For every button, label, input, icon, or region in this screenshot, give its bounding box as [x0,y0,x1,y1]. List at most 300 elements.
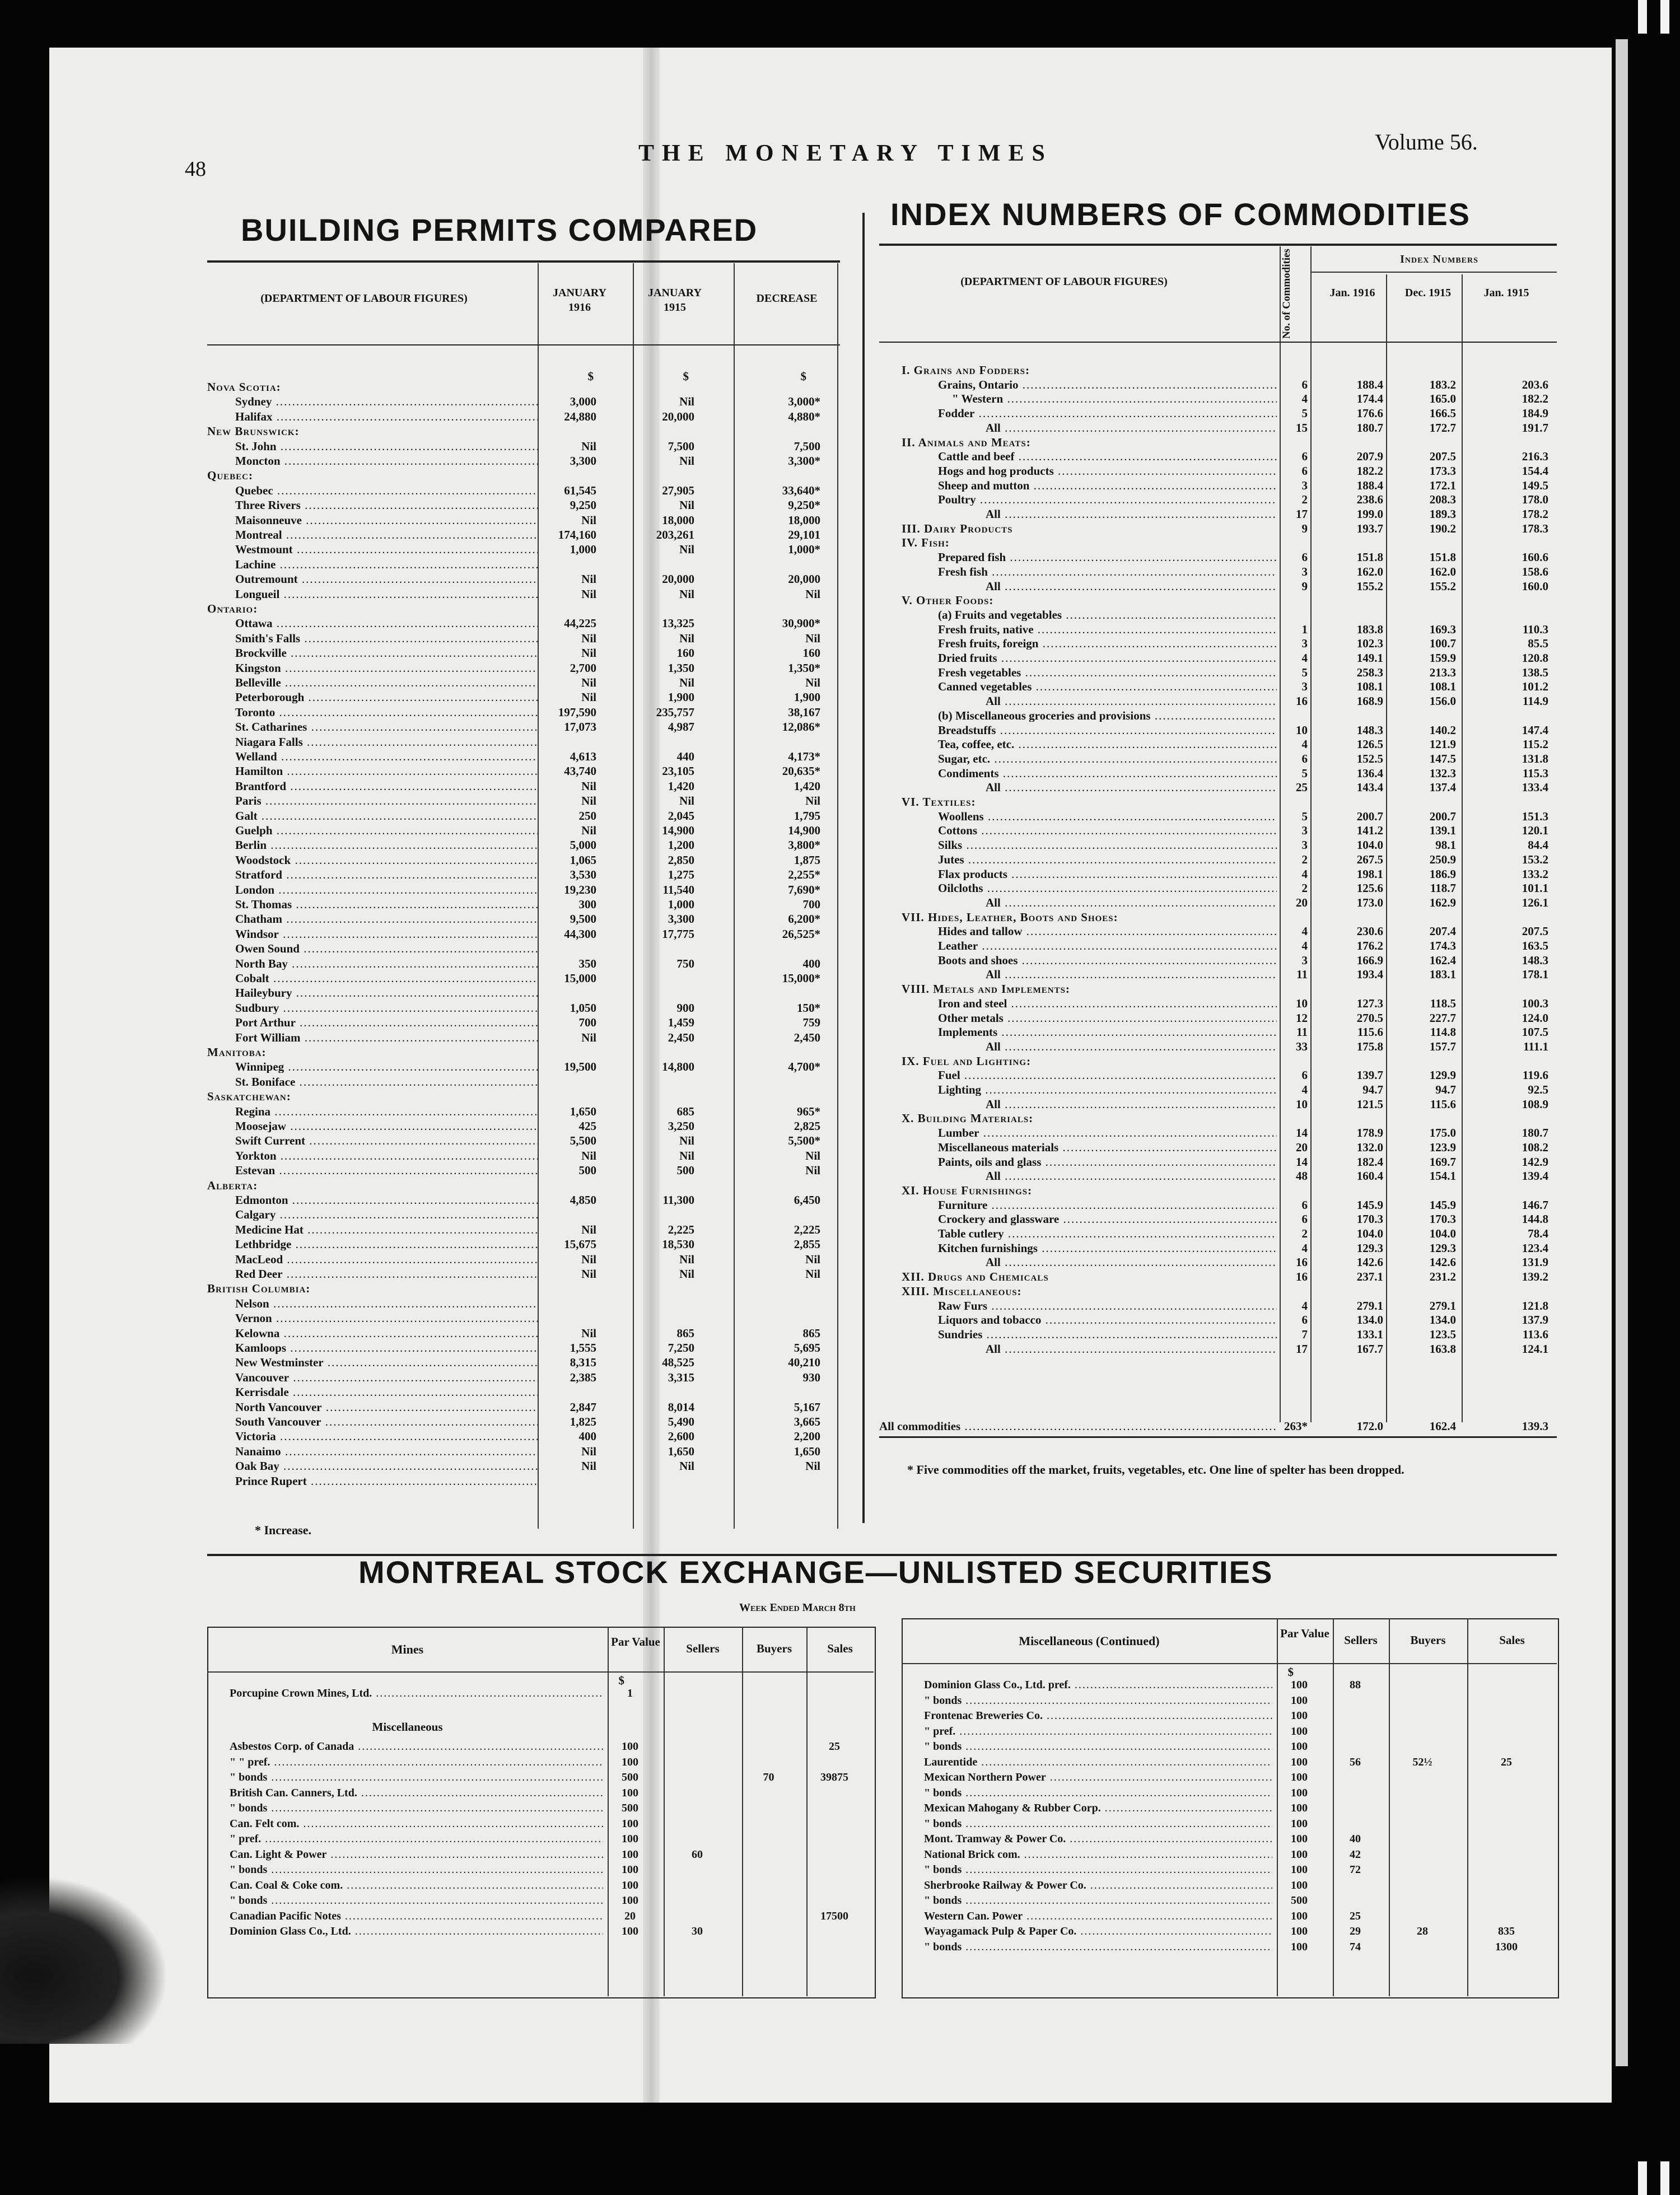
ix-total-cell: 172.0 [1356,1419,1383,1433]
ix-row-label: Fresh vegetables ..... [938,666,1277,679]
bp-row-label: MacLeod ..... [235,1253,538,1265]
ix-cell: 126.1 [1522,895,1548,909]
bp-row-label: Moosejaw ..... [235,1120,538,1132]
bp-cell: 4,173* [788,750,820,763]
col-jan-1916: JANUARY 1916 [553,287,606,314]
ix-cell: 200.7 [1356,809,1383,823]
ix-count: 3 [1301,637,1308,651]
bp-row-label: North Vancouver ..... [235,1401,538,1413]
bp-cell: 43,740 [564,764,596,778]
stock-row-label: " pref. ..... [924,1725,1272,1738]
stock-row-label: Mexican Mahogany & Rubber Corp. ..... [924,1802,1272,1815]
stock-col-divider [1333,1618,1334,1996]
ix-cell: 144.8 [1522,1212,1548,1226]
ix-cell: 120.8 [1522,651,1548,665]
bp-cell: 2,600 [668,1430,694,1444]
bp-row-label: Moncton ..... [235,455,538,467]
bp-cell: 174,160 [558,528,596,541]
bp-row-label: Medicine Hat ..... [235,1223,538,1236]
bp-row-label: Welland ..... [235,750,538,763]
bp-cell: 1,000 [570,543,596,557]
bp-row-label: Saskatchewan: [207,1090,291,1103]
ix-row-label: Paints, oils and glass ..... [938,1156,1277,1168]
ix-cell: 133.2 [1522,867,1548,881]
ix-cell: 140.2 [1429,723,1456,737]
ix-row-label: Woollens ..... [938,810,1277,823]
ix-cell: 126.5 [1356,737,1383,751]
stock-row-label: " bonds ..... [924,1740,1272,1753]
stock-section-heading: Miscellaneous [372,1720,443,1734]
bp-row-label: Three Rivers ..... [235,499,538,511]
bp-cell: Nil [679,454,694,468]
ix-count: 20 [1296,895,1308,909]
ix-row-label: Lighting ..... [938,1084,1277,1096]
ix-cell: 172.1 [1429,478,1456,492]
ix-count: 6 [1301,751,1308,765]
ix-count: 6 [1301,464,1308,478]
stock-cell: 52½ [1412,1755,1432,1768]
ix-cell: 104.0 [1356,838,1383,852]
ix-cell: 114.9 [1522,694,1548,708]
bp-row-label: Peterborough ..... [235,691,538,703]
stock-cell: 100 [1291,1771,1308,1783]
film-mark [1660,0,1669,34]
stock-row-label: Laurentide ..... [924,1756,1272,1769]
ix-cell: 123.4 [1522,1241,1548,1255]
col-jan-1915: JANUARY 1915 [648,287,702,314]
stock-cell: 100 [622,1755,638,1768]
stock-row-label: Dominion Glass Co., Ltd. pref. ..... [924,1679,1272,1692]
ix-count: 6 [1301,1068,1308,1082]
bp-cell: 61,545 [564,483,596,497]
bp-row-label: Yorkton ..... [235,1150,538,1162]
col-decrease: DECREASE [756,292,818,305]
commodities-title: INDEX NUMBERS OF COMMODITIES [890,197,1471,232]
ix-row-label: III. Dairy Products [902,522,1013,535]
bp-cell: Nil [805,1252,820,1266]
journal-title: THE MONETARY TIMES [638,141,1053,166]
ix-cell: 102.3 [1356,637,1383,651]
ix-count: 17 [1296,507,1308,521]
stock-cell: 100 [1291,1710,1308,1722]
bp-cell: 750 [676,956,694,970]
bp-cell: Nil [581,1459,596,1473]
bp-cell: 865 [676,1326,694,1340]
bp-cell: 1,650 [668,1444,694,1458]
col-jan-1916-idx: Jan. 1916 [1329,287,1375,299]
ix-row-label: Sundries ..... [938,1328,1277,1341]
ix-cell: 180.7 [1522,1126,1548,1140]
ix-row-label: All ..... [986,781,1277,793]
stock-subtitle: Week Ended March 8th [739,1601,856,1614]
ix-cell: 121.9 [1429,737,1456,751]
bp-cell: 2,855 [794,1237,820,1251]
stock-cell: 17500 [820,1909,848,1922]
ix-row-label: Iron and steel ..... [938,997,1277,1010]
stock-row-label: Western Can. Power ..... [924,1910,1272,1923]
bp-cell: 685 [676,1104,694,1118]
bp-cell: 700 [802,898,820,911]
ix-cell: 124.0 [1522,1011,1548,1025]
bp-cell: 2,847 [570,1400,596,1414]
stock-cell: 30 [692,1925,703,1937]
ix-cell: 163.5 [1522,939,1548,952]
bp-cell: Nil [581,1326,596,1340]
ix-cell: 207.4 [1429,924,1456,938]
ix-cell: 178.3 [1522,521,1548,535]
stock-col-divider [1467,1618,1468,1996]
bp-cell: 38,167 [788,705,820,719]
currency-sign: $ [587,370,594,383]
building-permits-title: BUILDING PERMITS COMPARED [241,212,758,247]
bp-row-label: Kelowna ..... [235,1327,538,1339]
ix-cell: 125.6 [1356,881,1383,895]
stock-cell: 100 [622,1786,638,1799]
ix-row-label: Fresh fruits, foreign ..... [938,637,1277,650]
stock-cell: 100 [622,1879,638,1892]
bp-cell: Nil [581,1252,596,1266]
stock-cell: 100 [1291,1909,1308,1922]
bp-cell: 1,350* [788,661,820,675]
bp-cell: 1,200 [668,838,694,852]
bp-cell: 7,500 [668,439,694,453]
stock-col-header: Par Value [1280,1627,1329,1640]
bp-cell: 2,045 [668,809,694,823]
stock-cell: 56 [1350,1755,1361,1768]
bp-cell: 24,880 [564,409,596,423]
stock-cell: 500 [1291,1894,1308,1907]
bp-cell: 30,900* [782,617,820,631]
ix-cell: 111.1 [1523,1039,1548,1053]
bp-cell: 700 [578,1016,596,1030]
ix-cell: 114.8 [1430,1025,1456,1039]
stock-cell: 100 [1291,1848,1308,1861]
stock-title: MONTREAL STOCK EXCHANGE—UNLISTED SECURITIES [358,1554,1273,1590]
ix-row-label: All ..... [986,695,1277,707]
ix-count: 48 [1296,1169,1308,1183]
stock-currency: $ [1287,1665,1294,1679]
bp-cell: Nil [581,439,596,453]
ix-cell: 173.0 [1356,895,1383,909]
ix-total-cell: 162.4 [1429,1419,1456,1433]
bp-cell: 2,385 [570,1370,596,1384]
bp-cell: 4,700* [788,1060,820,1074]
bp-cell: 3,800* [788,838,820,852]
ix-row-label: Poultry ..... [938,493,1277,506]
ix-row-label: Dried fruits ..... [938,652,1277,664]
bp-cell: 150* [797,1001,820,1015]
bp-cell: 18,000 [788,513,820,527]
bp-cell: 5,490 [668,1415,694,1428]
ix-cell: 163.8 [1429,1342,1456,1356]
ix-count: 4 [1301,737,1308,751]
bp-row-label: Sydney ..... [235,395,538,408]
stock-cell: 25 [1501,1755,1512,1768]
ix-cell: 213.3 [1429,665,1456,679]
ix-row-label: VI. Textiles: [902,796,976,808]
ix-count: 4 [1301,1299,1308,1313]
bp-row-label: Vancouver ..... [235,1371,538,1384]
stock-row-label: " bonds ..... [924,1694,1272,1707]
bp-cell: 759 [802,1016,820,1030]
ix-row-label: Hides and tallow ..... [938,925,1277,937]
bp-cell: 14,800 [662,1060,694,1074]
stock-cell: 100 [622,1894,638,1907]
bp-row-label: Paris ..... [235,795,538,807]
ix-count: 17 [1296,1342,1308,1356]
ix-row-label: Oilcloths ..... [938,882,1277,894]
stock-row-label: " bonds ..... [924,1894,1272,1907]
ix-cell: 101.1 [1522,881,1548,895]
ix-cell: 230.6 [1356,924,1383,938]
bp-cell: 350 [578,956,596,970]
ix-cell: 139.2 [1522,1270,1548,1284]
bp-cell: Nil [679,794,694,808]
ix-row-label: Kitchen furnishings ..... [938,1242,1277,1254]
ix-cell: 176.6 [1356,407,1383,421]
bp-cell: Nil [581,1222,596,1236]
bp-cell: Nil [581,690,596,704]
stock-cell: 25 [829,1740,840,1753]
stock-row-label: Mexican Northern Power ..... [924,1771,1272,1784]
stock-row-label: Frontenac Breweries Co. ..... [924,1710,1272,1722]
ix-count: 4 [1301,651,1308,665]
ix-row-label: Raw Furs ..... [938,1300,1277,1312]
bp-cell: 2,225 [668,1222,694,1236]
bp-cell: Nil [679,1148,694,1162]
ix-cell: 149.5 [1522,478,1548,492]
bp-cell: 2,200 [794,1430,820,1444]
stock-col-header: Buyers [757,1642,792,1655]
col-divider [1462,274,1463,1422]
ix-cell: 136.4 [1356,766,1383,780]
ix-count: 25 [1296,781,1308,795]
ix-cell: 148.3 [1522,953,1548,967]
ix-cell: 160.6 [1522,550,1548,564]
ix-cell: 121.5 [1356,1097,1383,1111]
stock-cell: 835 [1498,1925,1515,1937]
bp-cell: 5,695 [794,1341,820,1355]
ix-cell: 157.7 [1429,1039,1456,1053]
bp-row-label: Nelson ..... [235,1297,538,1310]
ix-cell: 139.4 [1522,1169,1548,1183]
ix-cell: 182.2 [1356,464,1383,478]
bp-cell: 26,525* [782,927,820,941]
col-index-numbers: Index Numbers [1400,253,1478,265]
ix-cell: 279.1 [1356,1299,1383,1313]
ix-row-label: Table cutlery ..... [938,1227,1277,1240]
bp-cell: 17,775 [662,927,694,941]
ix-cell: 186.9 [1429,867,1456,881]
bp-cell: Nil [805,1164,820,1178]
ix-cell: 78.4 [1528,1227,1548,1240]
ix-cell: 137.9 [1522,1313,1548,1327]
ix-row-label: (b) Miscellaneous groceries and provisions ..... [938,709,1277,722]
bp-row-label: Victoria ..... [235,1430,538,1442]
ix-cell: 121.8 [1522,1299,1548,1313]
ix-count: 1 [1301,622,1308,636]
ix-count: 10 [1296,996,1308,1010]
bp-cell: 5,000 [570,838,596,852]
stock-row-label: " bonds ..... [230,1771,603,1784]
bp-cell: 18,530 [662,1237,694,1251]
bp-cell: Nil [581,631,596,645]
ix-count: 10 [1296,1097,1308,1111]
ix-cell: 118.7 [1430,881,1456,895]
bp-row-label: Woodstock ..... [235,854,538,866]
page-number: 48 [185,157,206,181]
ix-row-label: Cottons ..... [938,824,1277,837]
stock-cell: 70 [763,1771,774,1783]
stock-row-label: " " pref. ..... [230,1756,603,1769]
ix-count: 4 [1301,867,1308,881]
ix-row-label: Jutes ..... [938,853,1277,866]
ix-cell: 178.0 [1522,493,1548,507]
stock-row-label: " bonds ..... [230,1864,603,1876]
ix-cell: 193.4 [1356,968,1383,982]
stock-cell: 29 [1350,1925,1361,1937]
bp-row-label: Swift Current ..... [235,1134,538,1147]
bp-row-label: Toronto ..... [235,706,538,718]
ix-cell: 166.9 [1356,953,1383,967]
ix-row-label: Lumber ..... [938,1127,1277,1139]
ix-cell: 178.2 [1522,507,1548,521]
stock-row-label: " bonds ..... [924,1941,1272,1954]
bp-row-label: Berlin ..... [235,839,538,851]
ix-row-label: All ..... [986,422,1277,434]
ix-row-label: Fodder ..... [938,407,1277,419]
bp-row-label: Halifax ..... [235,410,538,423]
bp-cell: Nil [581,513,596,527]
ix-cell: 142.6 [1356,1255,1383,1269]
ix-cell: 178.1 [1522,968,1548,982]
bp-cell: 1,420 [794,779,820,793]
ix-cell: 146.7 [1522,1198,1548,1212]
ix-cell: 138.5 [1522,665,1548,679]
stock-cell: 100 [1291,1833,1308,1845]
bp-cell: 15,000* [782,972,820,985]
bp-cell: Nil [581,587,596,601]
bp-row-label: Manitoba: [207,1046,267,1058]
bp-cell: 15,675 [564,1237,596,1251]
stock-cell: 74 [1350,1940,1361,1953]
bp-cell: 1,420 [668,779,694,793]
bp-cell: 4,880* [788,409,820,423]
bp-cell: 19,230 [564,882,596,896]
bp-cell: 6,200* [788,912,820,926]
rule [207,260,840,263]
bp-row-label: Maisonneuve ..... [235,514,538,526]
ix-cell: 132.0 [1356,1140,1383,1154]
bp-row-label: Brantford ..... [235,780,538,792]
stock-row-label: Can. Felt com. ..... [230,1818,603,1830]
ix-cell: 203.6 [1522,377,1548,391]
ix-cell: 100.7 [1429,637,1456,651]
ix-cell: 188.4 [1356,377,1383,391]
stock-row-label: Can. Light & Power ..... [230,1848,603,1861]
stock-cell: 42 [1350,1848,1361,1861]
ix-cell: 151.3 [1522,809,1548,823]
ix-cell: 129.3 [1356,1241,1383,1255]
bp-row-label: New Westminster ..... [235,1356,538,1369]
stock-row-label: Sherbrooke Railway & Power Co. ..... [924,1879,1272,1892]
ix-row-label: Other metals ..... [938,1012,1277,1024]
bp-cell: Nil [679,498,694,512]
bp-cell: 1,555 [570,1341,596,1355]
bp-cell: 9,250 [570,498,596,512]
stock-row-label: " bonds ..... [230,1894,603,1907]
film-mark [1660,2161,1669,2195]
ix-cell: 129.9 [1429,1068,1456,1082]
bp-cell: Nil [679,1267,694,1281]
ix-cell: 119.6 [1522,1068,1548,1082]
ix-cell: 216.3 [1522,450,1548,464]
ix-count: 2 [1301,852,1308,866]
ix-row-label: Fuel ..... [938,1069,1277,1081]
bp-cell: Nil [679,587,694,601]
volume-label: Volume 56. [1375,129,1478,155]
bp-cell: 20,000 [662,572,694,586]
ix-cell: 84.4 [1528,838,1548,852]
ix-row-label: Condiments ..... [938,767,1277,779]
ix-row-label: Miscellaneous materials ..... [938,1141,1277,1153]
ix-count: 3 [1301,953,1308,967]
ix-count: 6 [1301,550,1308,564]
bp-cell: 2,225 [794,1222,820,1236]
bp-cell: Nil [679,631,694,645]
bp-row-label: Quebec: [207,469,254,482]
stock-cell: 60 [692,1848,703,1861]
bp-cell: 1,065 [570,853,596,867]
currency-sign: $ [800,370,806,383]
stock-row-label: " bonds ..... [924,1818,1272,1830]
ix-cell: 127.3 [1356,996,1383,1010]
ix-count: 10 [1296,723,1308,737]
bp-cell: 3,300 [570,454,596,468]
bp-cell: Nil [805,631,820,645]
stock-cell: 100 [1291,1694,1308,1707]
ix-row-label: All ..... [986,580,1277,592]
ix-cell: 152.5 [1356,751,1383,765]
ix-row-label: Tea, coffee, etc. ..... [938,738,1277,750]
bp-cell: 5,167 [794,1400,820,1414]
commodities-footnote: * Five commodities off the market, fruits, vegetables, etc. One line of spelter has been dropped. [907,1463,1404,1477]
ix-cell: 124.1 [1522,1342,1548,1356]
stock-header-rule [902,1663,1557,1664]
ix-row-label: Fresh fish ..... [938,566,1277,578]
ix-cell: 131.8 [1522,751,1548,765]
bp-row-label: Calgary ..... [235,1208,538,1221]
ix-row-label: V. Other Foods: [902,594,994,607]
stock-cell: 100 [1291,1802,1308,1814]
bp-cell: 500 [676,1164,694,1178]
bp-cell: 9,250* [788,498,820,512]
ix-cell: 110.3 [1522,622,1548,636]
ix-cell: 108.1 [1429,680,1456,694]
bp-row-label: Chatham ..... [235,913,538,925]
stock-cell: 100 [1291,1786,1308,1799]
bp-row-label: Regina ..... [235,1105,538,1118]
ix-count: 6 [1301,450,1308,464]
rule [879,244,1557,246]
bp-cell: 2,450 [668,1030,694,1044]
bp-row-label: Edmonton ..... [235,1194,538,1206]
stock-row-label: Dominion Glass Co., Ltd. ..... [230,1925,603,1938]
bp-cell: 300 [578,898,596,911]
bp-cell: 197,590 [558,705,596,719]
ix-cell: 178.9 [1356,1126,1383,1140]
ix-cell: 156.0 [1429,694,1456,708]
